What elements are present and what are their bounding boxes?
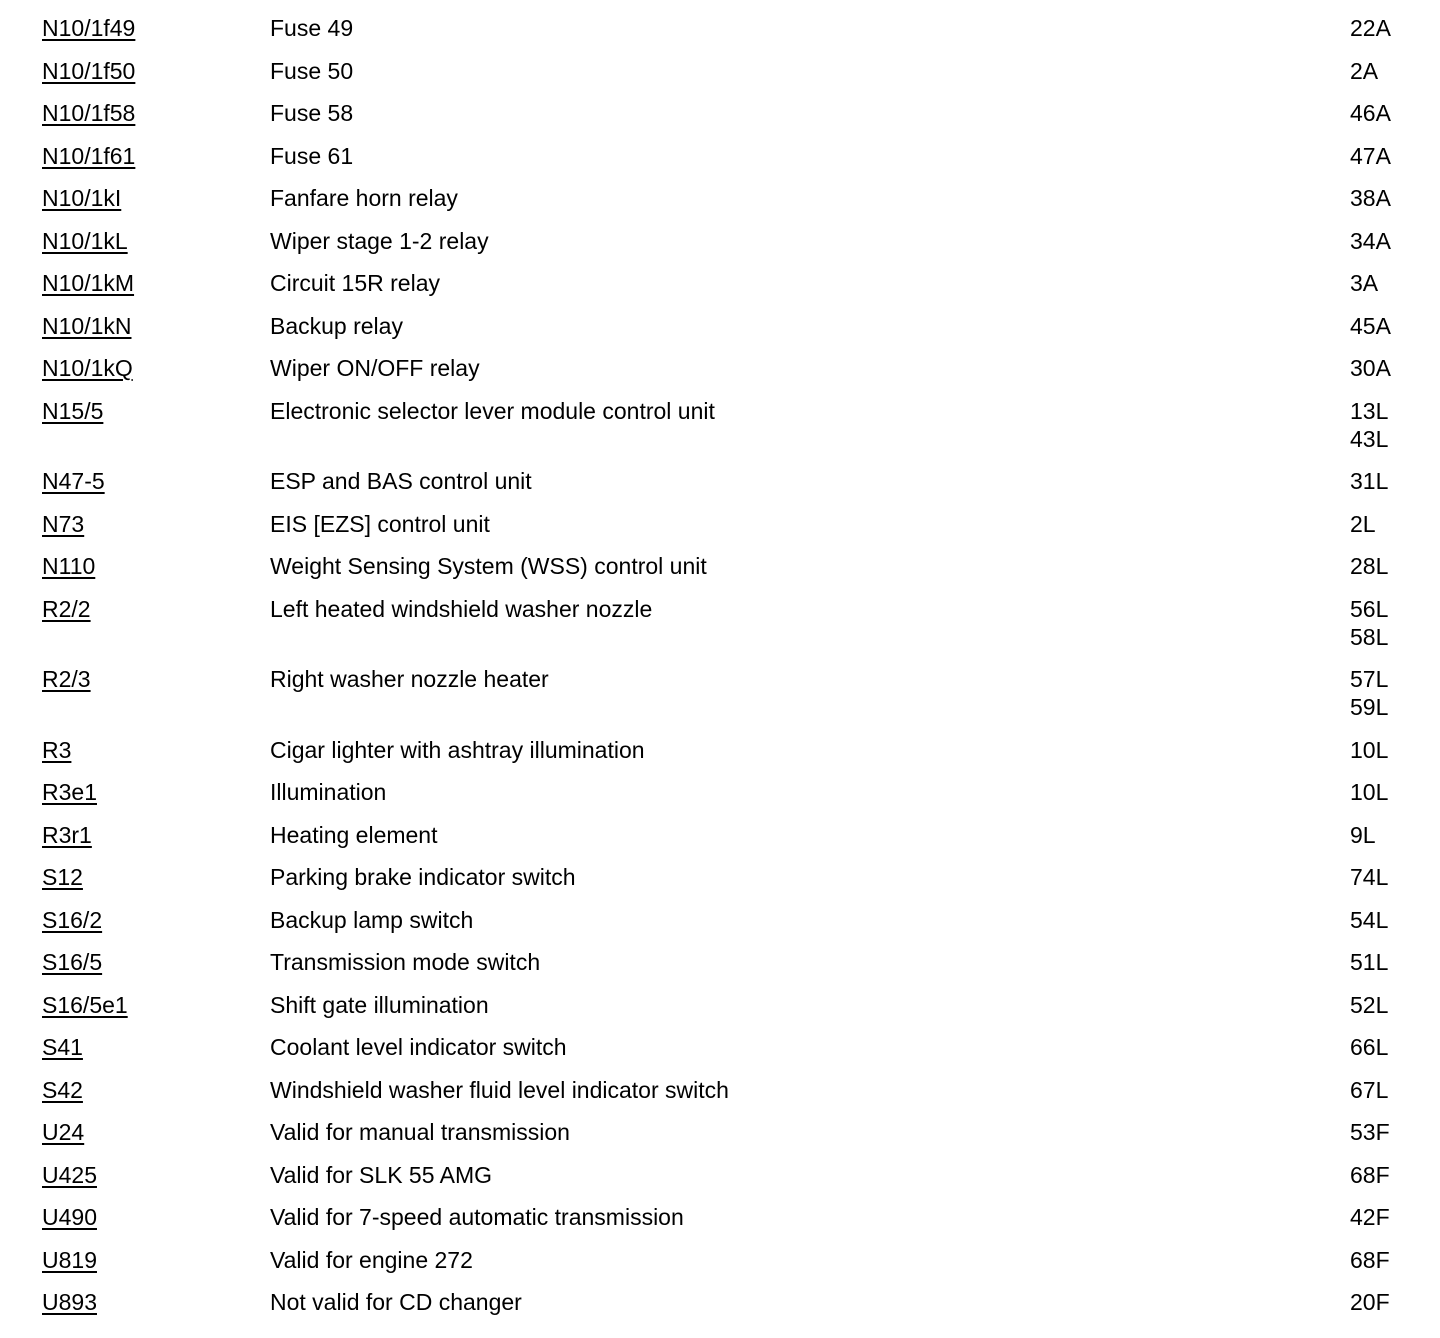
legend-row bbox=[0, 1076, 1440, 1119]
legend-row bbox=[0, 821, 1440, 864]
component-description: Valid for 7-speed automatic transmission bbox=[270, 1204, 684, 1230]
grid-location: 45A bbox=[1350, 312, 1391, 339]
grid-location: 59L bbox=[1350, 694, 1389, 720]
component-description: Parking brake indicator switch bbox=[270, 864, 576, 890]
grid-location-list bbox=[1350, 467, 1388, 495]
grid-location: 66L bbox=[1350, 1034, 1389, 1060]
component-description: Windshield washer fluid level indicator switch bbox=[270, 1076, 729, 1103]
grid-location: 57L bbox=[1350, 666, 1389, 692]
grid-location-list bbox=[1350, 1288, 1390, 1316]
grid-location-list bbox=[1350, 1203, 1390, 1231]
component-description: Fanfare horn relay bbox=[270, 185, 458, 211]
grid-location-list bbox=[1350, 1161, 1390, 1189]
grid-location-list bbox=[1350, 1033, 1388, 1061]
grid-location: 68F bbox=[1350, 1161, 1390, 1188]
grid-location: 31L bbox=[1350, 468, 1389, 494]
grid-location: 20F bbox=[1350, 1289, 1390, 1315]
component-description: Not valid for CD changer bbox=[270, 1289, 522, 1315]
grid-location-list bbox=[1350, 354, 1391, 382]
grid-location: 10L bbox=[1350, 779, 1389, 805]
legend-row bbox=[0, 1033, 1440, 1076]
grid-location-list bbox=[1350, 863, 1388, 891]
component-description: Left heated windshield washer nozzle bbox=[270, 595, 653, 622]
legend-row bbox=[0, 184, 1440, 227]
legend-row bbox=[0, 227, 1440, 270]
grid-location: 54L bbox=[1350, 906, 1389, 933]
legend-row bbox=[0, 1161, 1440, 1204]
component-code-link[interactable]: U24 bbox=[42, 1119, 85, 1145]
grid-location: 58L bbox=[1350, 623, 1389, 650]
component-code-link[interactable]: S16/5 bbox=[42, 949, 103, 975]
grid-location-list bbox=[1350, 397, 1388, 453]
component-description: Cigar lighter with ashtray illumination bbox=[270, 736, 645, 763]
grid-location: 74L bbox=[1350, 864, 1389, 890]
grid-location: 56L bbox=[1350, 595, 1389, 622]
legend-row bbox=[0, 991, 1440, 1034]
component-code-link[interactable]: N73 bbox=[42, 510, 85, 537]
grid-location: 43L bbox=[1350, 425, 1389, 452]
grid-location-list bbox=[1350, 99, 1391, 127]
grid-location-list bbox=[1350, 595, 1388, 651]
grid-location: 42F bbox=[1350, 1204, 1390, 1230]
grid-location-list bbox=[1350, 312, 1391, 340]
grid-location: 13L bbox=[1350, 397, 1389, 424]
legend-row bbox=[0, 778, 1440, 821]
grid-location-list bbox=[1350, 778, 1388, 806]
component-description: Shift gate illumination bbox=[270, 991, 489, 1018]
grid-location: 51L bbox=[1350, 949, 1389, 975]
grid-location: 9L bbox=[1350, 821, 1376, 848]
grid-location-list bbox=[1350, 184, 1391, 212]
legend-row bbox=[0, 552, 1440, 595]
grid-location: 34A bbox=[1350, 227, 1391, 254]
component-description: Wiper stage 1-2 relay bbox=[270, 227, 489, 254]
component-description: Circuit 15R relay bbox=[270, 270, 440, 296]
component-code-link[interactable]: N10/1kQ bbox=[42, 355, 133, 381]
grid-location-list bbox=[1350, 1246, 1390, 1274]
component-code-link[interactable]: N10/1kN bbox=[42, 312, 132, 339]
legend-row bbox=[0, 467, 1440, 510]
grid-location: 28L bbox=[1350, 553, 1389, 579]
component-code-link[interactable]: S42 bbox=[42, 1076, 83, 1103]
legend-row bbox=[0, 312, 1440, 355]
grid-location-list bbox=[1350, 14, 1391, 42]
component-code-link[interactable]: S41 bbox=[42, 1034, 83, 1060]
grid-location-list bbox=[1350, 142, 1391, 170]
grid-location: 46A bbox=[1350, 100, 1391, 126]
component-description: Illumination bbox=[270, 779, 387, 805]
component-code-link[interactable]: R3e1 bbox=[42, 779, 97, 805]
grid-location-list bbox=[1350, 552, 1388, 580]
legend-row bbox=[0, 736, 1440, 779]
component-code-link[interactable]: N110 bbox=[42, 553, 96, 579]
grid-location-list bbox=[1350, 665, 1388, 721]
grid-location: 3A bbox=[1350, 270, 1379, 296]
component-description: Fuse 50 bbox=[270, 57, 354, 84]
legend-row bbox=[0, 1246, 1440, 1289]
component-code-link[interactable]: S16/2 bbox=[42, 906, 103, 933]
component-code-link[interactable]: N10/1kI bbox=[42, 185, 122, 211]
grid-location: 52L bbox=[1350, 991, 1389, 1018]
component-code-link[interactable]: N10/1f49 bbox=[42, 15, 136, 41]
legend-row bbox=[0, 57, 1440, 100]
component-code-link[interactable]: N10/1kM bbox=[42, 270, 135, 296]
component-code-link[interactable]: N10/1f58 bbox=[42, 100, 136, 126]
component-code-link[interactable]: R3 bbox=[42, 736, 72, 763]
component-description: Fuse 61 bbox=[270, 142, 354, 169]
legend-row bbox=[0, 595, 1440, 666]
grid-location: 38A bbox=[1350, 185, 1391, 211]
grid-location: 30A bbox=[1350, 355, 1391, 381]
component-code-link[interactable]: U425 bbox=[42, 1161, 97, 1188]
component-code-link[interactable]: U490 bbox=[42, 1204, 97, 1230]
grid-location-list bbox=[1350, 1118, 1390, 1146]
component-description: Electronic selector lever module control unit bbox=[270, 397, 715, 424]
grid-location-list bbox=[1350, 948, 1388, 976]
grid-location: 10L bbox=[1350, 736, 1389, 763]
component-description: Valid for engine 272 bbox=[270, 1246, 473, 1273]
grid-location: 68F bbox=[1350, 1246, 1390, 1273]
component-description: Weight Sensing System (WSS) control unit bbox=[270, 553, 707, 579]
grid-location-list bbox=[1350, 510, 1376, 538]
component-code-link[interactable]: S12 bbox=[42, 864, 83, 890]
component-description: Valid for manual transmission bbox=[270, 1119, 570, 1145]
grid-location-list bbox=[1350, 906, 1388, 934]
legend-row bbox=[0, 1288, 1440, 1331]
component-code-link[interactable]: R2/2 bbox=[42, 595, 91, 622]
grid-location: 2L bbox=[1350, 510, 1376, 537]
legend-row bbox=[0, 863, 1440, 906]
legend-row bbox=[0, 948, 1440, 991]
component-code-link[interactable]: U893 bbox=[42, 1289, 97, 1315]
grid-location-list bbox=[1350, 1076, 1388, 1104]
grid-location: 67L bbox=[1350, 1076, 1389, 1103]
component-description: Valid for SLK 55 AMG bbox=[270, 1161, 493, 1188]
grid-location-list bbox=[1350, 736, 1388, 764]
component-code-link[interactable]: N10/1f61 bbox=[42, 142, 136, 169]
component-code-link[interactable]: U819 bbox=[42, 1246, 97, 1273]
legend-row bbox=[0, 1118, 1440, 1161]
grid-location: 47A bbox=[1350, 142, 1391, 169]
legend-row bbox=[0, 99, 1440, 142]
legend-row bbox=[0, 665, 1440, 736]
legend-row bbox=[0, 354, 1440, 397]
legend-row bbox=[0, 14, 1440, 57]
component-code-link[interactable]: N10/1kL bbox=[42, 227, 128, 254]
component-description: Backup lamp switch bbox=[270, 906, 474, 933]
grid-location: 22A bbox=[1350, 15, 1391, 41]
component-description: Right washer nozzle heater bbox=[270, 666, 549, 692]
grid-location-list bbox=[1350, 991, 1388, 1019]
component-description: ESP and BAS control unit bbox=[270, 468, 532, 494]
legend-row bbox=[0, 510, 1440, 553]
component-description: Fuse 58 bbox=[270, 100, 354, 126]
component-description: Heating element bbox=[270, 821, 438, 848]
component-legend-table bbox=[0, 14, 1440, 1331]
legend-row bbox=[0, 906, 1440, 949]
grid-location-list bbox=[1350, 821, 1376, 849]
component-description: Wiper ON/OFF relay bbox=[270, 355, 480, 381]
grid-location: 2A bbox=[1350, 57, 1379, 84]
legend-row bbox=[0, 1203, 1440, 1246]
component-description: EIS [EZS] control unit bbox=[270, 510, 490, 537]
component-description: Fuse 49 bbox=[270, 15, 354, 41]
legend-row bbox=[0, 397, 1440, 468]
component-code-link[interactable]: R3r1 bbox=[42, 821, 92, 848]
component-code-link[interactable]: N47-5 bbox=[42, 468, 105, 494]
component-description: Backup relay bbox=[270, 312, 403, 339]
component-code-link[interactable]: S16/5e1 bbox=[42, 991, 128, 1018]
component-description: Coolant level indicator switch bbox=[270, 1034, 567, 1060]
grid-location-list bbox=[1350, 227, 1391, 255]
grid-location-list bbox=[1350, 57, 1378, 85]
component-description: Transmission mode switch bbox=[270, 949, 541, 975]
component-code-link[interactable]: N15/5 bbox=[42, 397, 104, 424]
grid-location-list bbox=[1350, 269, 1378, 297]
legend-row bbox=[0, 142, 1440, 185]
component-code-link[interactable]: N10/1f50 bbox=[42, 57, 136, 84]
grid-location: 53F bbox=[1350, 1119, 1390, 1145]
component-code-link[interactable]: R2/3 bbox=[42, 666, 91, 692]
legend-row bbox=[0, 269, 1440, 312]
